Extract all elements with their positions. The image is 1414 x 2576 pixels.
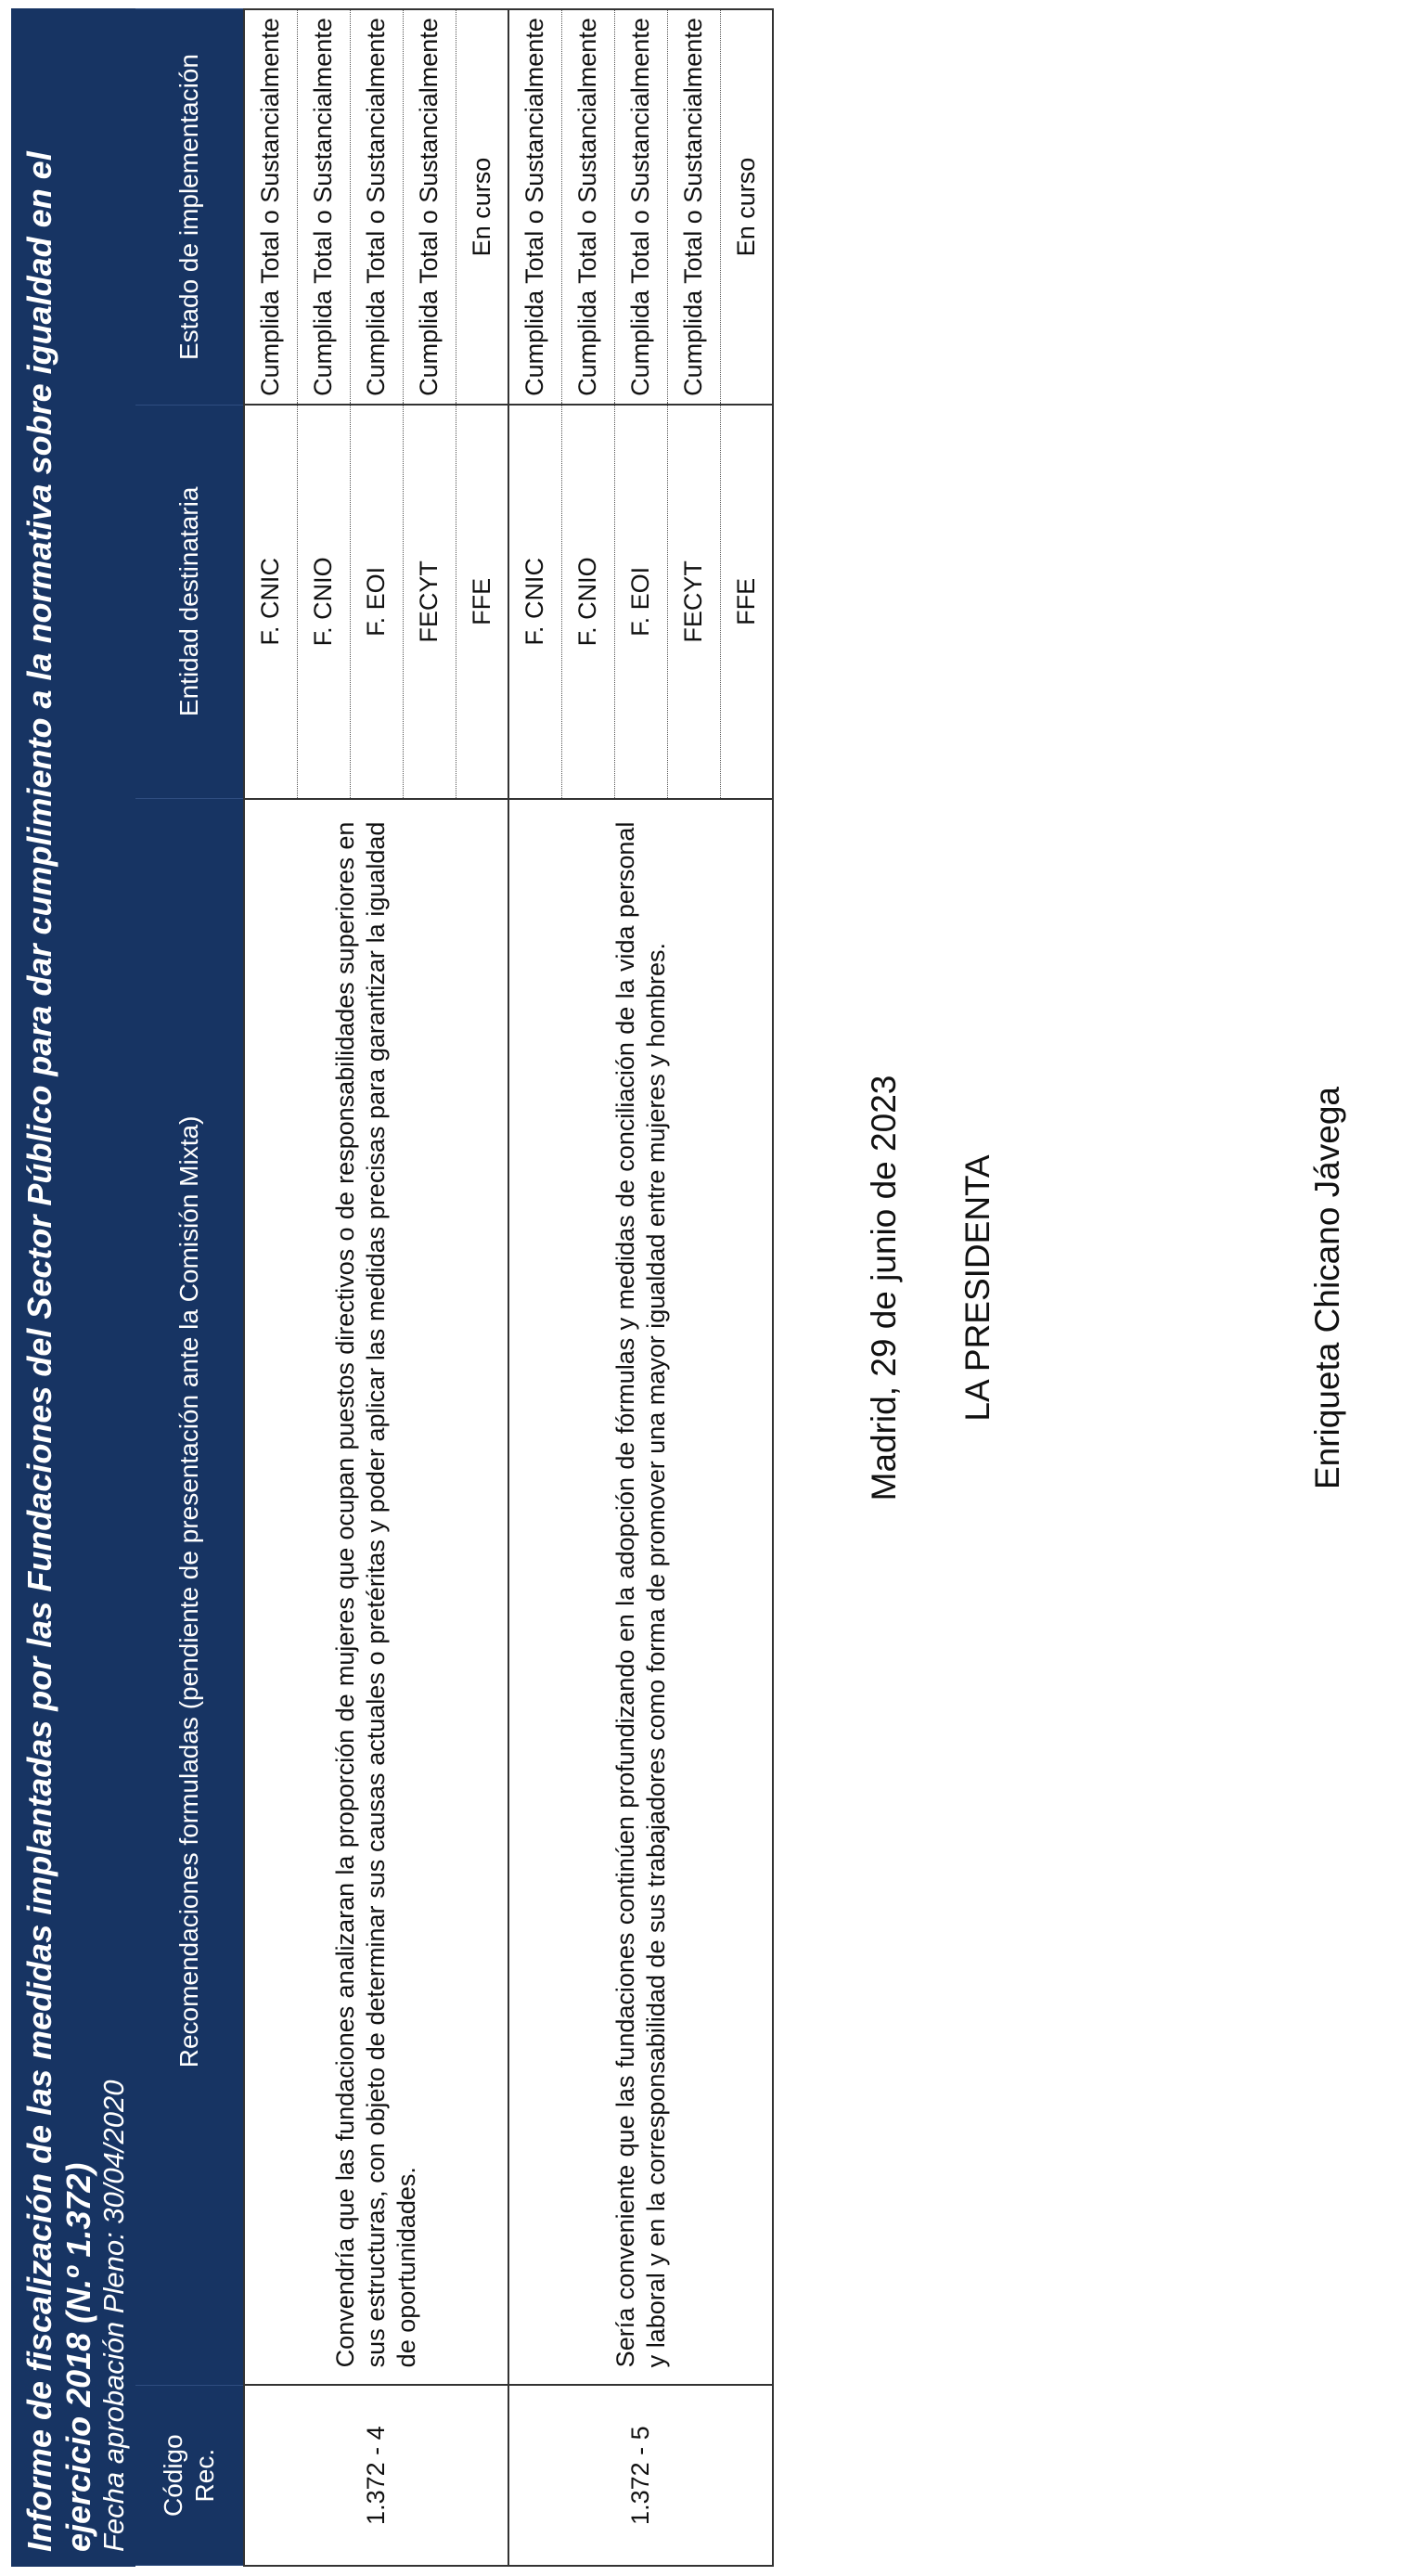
rec-text: Sería conveniente que las fundaciones continúen profundizando en la adopción de fórmulas y medidas de conciliación de la vida personal y laboral y en la corresponsabilidad de sus trabajadores como forma de promover una mayor igualdad entre mujeres y hombres. — [508, 799, 773, 2386]
status-cell: Cumplida Total o Sustancialmente — [614, 9, 667, 405]
status-cell: Cumplida Total o Sustancialmente — [508, 9, 561, 405]
rec-code: 1.372 - 4 — [244, 2385, 508, 2566]
rec-code: 1.372 - 5 — [508, 2385, 773, 2566]
header-recommendations: Recomendaciones formuladas (pendiente de presentación ante la Comisión Mixta) — [135, 799, 244, 2386]
status-cell: Cumplida Total o Sustancialmente — [297, 9, 350, 405]
table-row — [244, 9, 297, 2566]
status-cell: En curso — [720, 9, 773, 405]
entity-cell: F. EOI — [350, 405, 403, 799]
entity-cell: FFE — [456, 405, 508, 799]
header-row — [135, 9, 244, 2566]
header-status: Estado de implementación — [135, 9, 244, 405]
status-cell: Cumplida Total o Sustancialmente — [667, 9, 720, 405]
approval-date: Fecha aprobación Pleno: 30/04/2020 — [97, 2080, 130, 2552]
entity-cell: F. CNIO — [561, 405, 614, 799]
title-row — [12, 9, 135, 2566]
entity-cell: F. CNIC — [508, 405, 561, 799]
recommendations-table — [11, 8, 774, 2567]
status-cell: Cumplida Total o Sustancialmente — [403, 9, 456, 405]
entity-cell: F. CNIC — [244, 405, 297, 799]
report-title: Informe de fiscalización de las medidas implantadas por las Fundaciones del Sector Público para dar cumplimiento a la normativa sobre igualdad en el ejercicio 2018 (N.º 1.372) — [20, 151, 97, 2552]
header-entity: Entidad destinataria — [135, 405, 244, 799]
entity-cell: FECYT — [667, 405, 720, 799]
rec-text: Convendría que las fundaciones analizaran la proporción de mujeres que ocupan puestos directivos o de responsabilidades superiores en sus estructuras, con objeto de determinar sus causas actuales o pretéritas y poder aplicar las medidas precisas para garantizar la igualdad de oportunidades. — [244, 799, 508, 2386]
status-cell: En curso — [456, 9, 508, 405]
status-cell: Cumplida Total o Sustancialmente — [244, 9, 297, 405]
header-code: Código Rec. — [135, 2385, 244, 2566]
entity-cell: F. EOI — [614, 405, 667, 799]
signature-name: Enriqueta Chicano Jávega — [1308, 1087, 1346, 1490]
table-row — [508, 9, 561, 2566]
signature-role: LA PRESIDENTA — [958, 1154, 996, 1422]
entity-cell: FFE — [720, 405, 773, 799]
signature-place-date: Madrid, 29 de junio de 2023 — [865, 1075, 903, 1501]
entity-cell: FECYT — [403, 405, 456, 799]
status-cell: Cumplida Total o Sustancialmente — [350, 9, 403, 405]
entity-cell: F. CNIO — [297, 405, 350, 799]
status-cell: Cumplida Total o Sustancialmente — [561, 9, 614, 405]
report-title-block — [12, 9, 135, 2566]
